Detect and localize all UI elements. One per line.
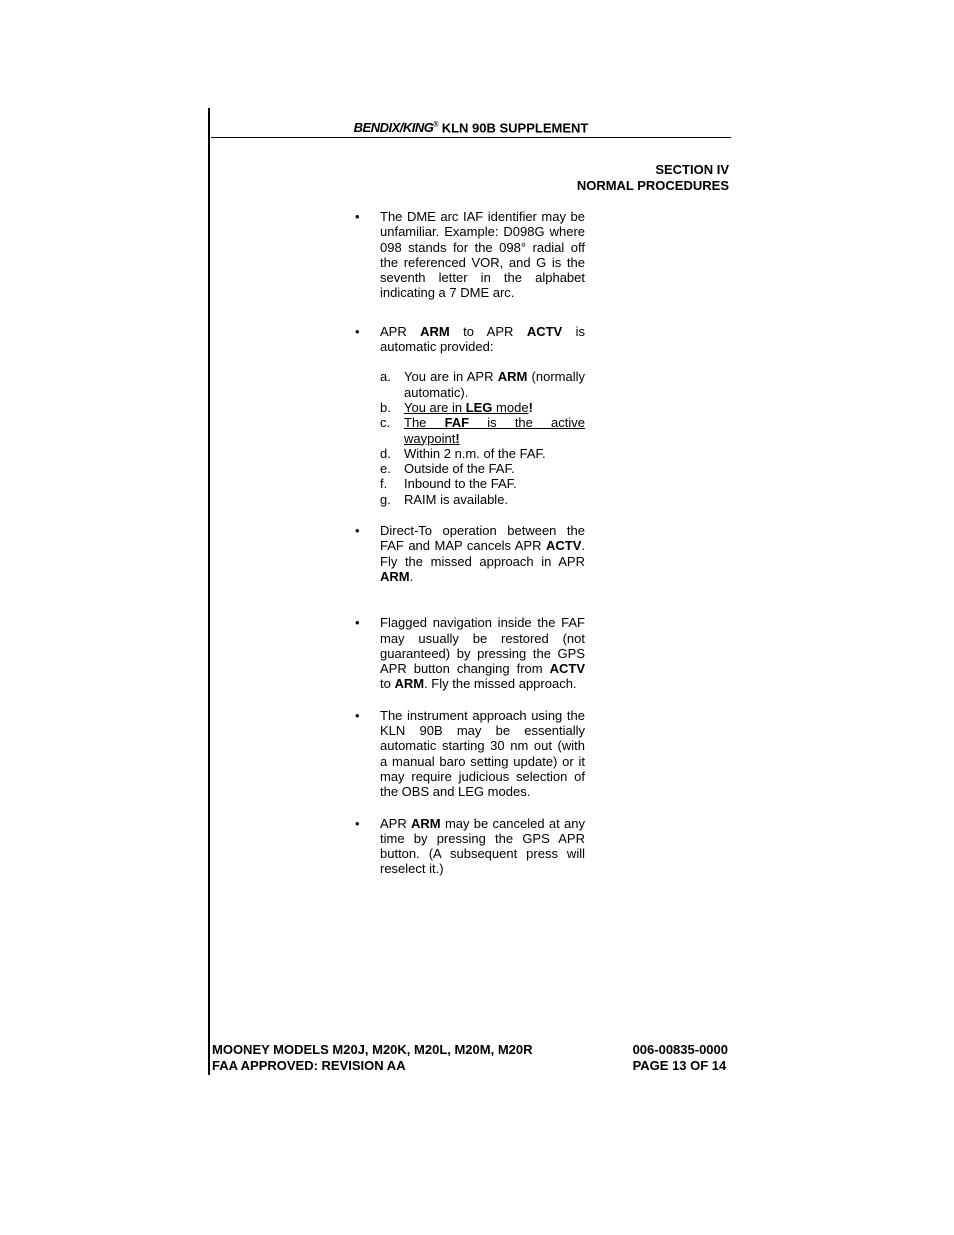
section-number: SECTION IV [655,162,729,177]
note-text: The DME arc IAF identifier may be unfamiliar. Example: D098G where 098 stands for the 098° radial off the referenced VOR, and G is the seventh letter in the alphabet indicating a 7 DME arc. [380,209,585,301]
supplement-title: KLN 90B SUPPLEMENT [441,120,589,136]
note-dme-arc [355,209,585,301]
page-number: PAGE 13 OF 14 [632,1057,727,1073]
note-instrument-approach: • The instrument approach using the KLN 90B may be essentially automatic starting 30 nm out (with a manual baro setting update) or it may require judicious selection of the OBS and LEG modes. [355,707,585,800]
footer-right [633,1042,728,1073]
section-heading [577,162,729,194]
condition-b: b. You are in LEG mode! [380,399,533,415]
page-header [211,118,731,136]
left-margin-rule [208,108,210,1075]
document-number: 006-00835-0000 [632,1042,728,1057]
bullet: • [355,523,360,539]
note-direct-to: • Direct-To operation between the FAF and MAP cancels APR ACTV. Fly the missed approach in APR ARM. [355,523,585,584]
bullet: • [355,615,360,631]
procedure-notes [355,209,585,877]
condition-list [380,369,585,507]
brand-logo: BENDIX/KING® [353,120,439,136]
bullet: • [355,707,360,723]
bullet: • [355,815,360,831]
condition-a: a. You are in APR ARM (normally automatic). [380,369,585,400]
bullet: • [355,323,360,339]
condition-d: d. Within 2 n.m. of the FAF. [380,445,546,461]
footer-left [212,1042,533,1073]
aircraft-models: MOONEY MODELS M20J, M20K, M20L, M20M, M20R [212,1042,533,1057]
condition-c: c. The FAF is the active waypoint! [380,415,585,446]
note-apr-arm-to-actv: • APR ARM to APR ACTV is automatic provided: a. You are in APR ARM (normally automatic). b. You are in LEG mode! c. The FAF is the active waypoint! d. Within 2 n.m. of the FAF. e. Outside of the FAF. f. Inbound to the FAF. g. RAIM is available. [355,323,585,507]
bullet: • [355,209,360,224]
condition-g: g. RAIM is available. [380,491,509,507]
note-apr-arm-cancel: • APR ARM may be canceled at any time by pressing the GPS APR button. (A subsequent press will reselect it.) [355,815,585,877]
condition-f: f. Inbound to the FAF. [380,476,517,492]
section-name: NORMAL PROCEDURES [576,178,729,193]
header-rule [211,137,731,138]
approval-revision: FAA APPROVED: REVISION AA [212,1057,406,1073]
note-flagged-navigation: • Flagged navigation inside the FAF may usually be restored (not guaranteed) by pressing the GPS APR button changing from ACTV to ARM. Fly the missed approach. [355,615,585,692]
condition-e: e. Outside of the FAF. [380,461,515,477]
